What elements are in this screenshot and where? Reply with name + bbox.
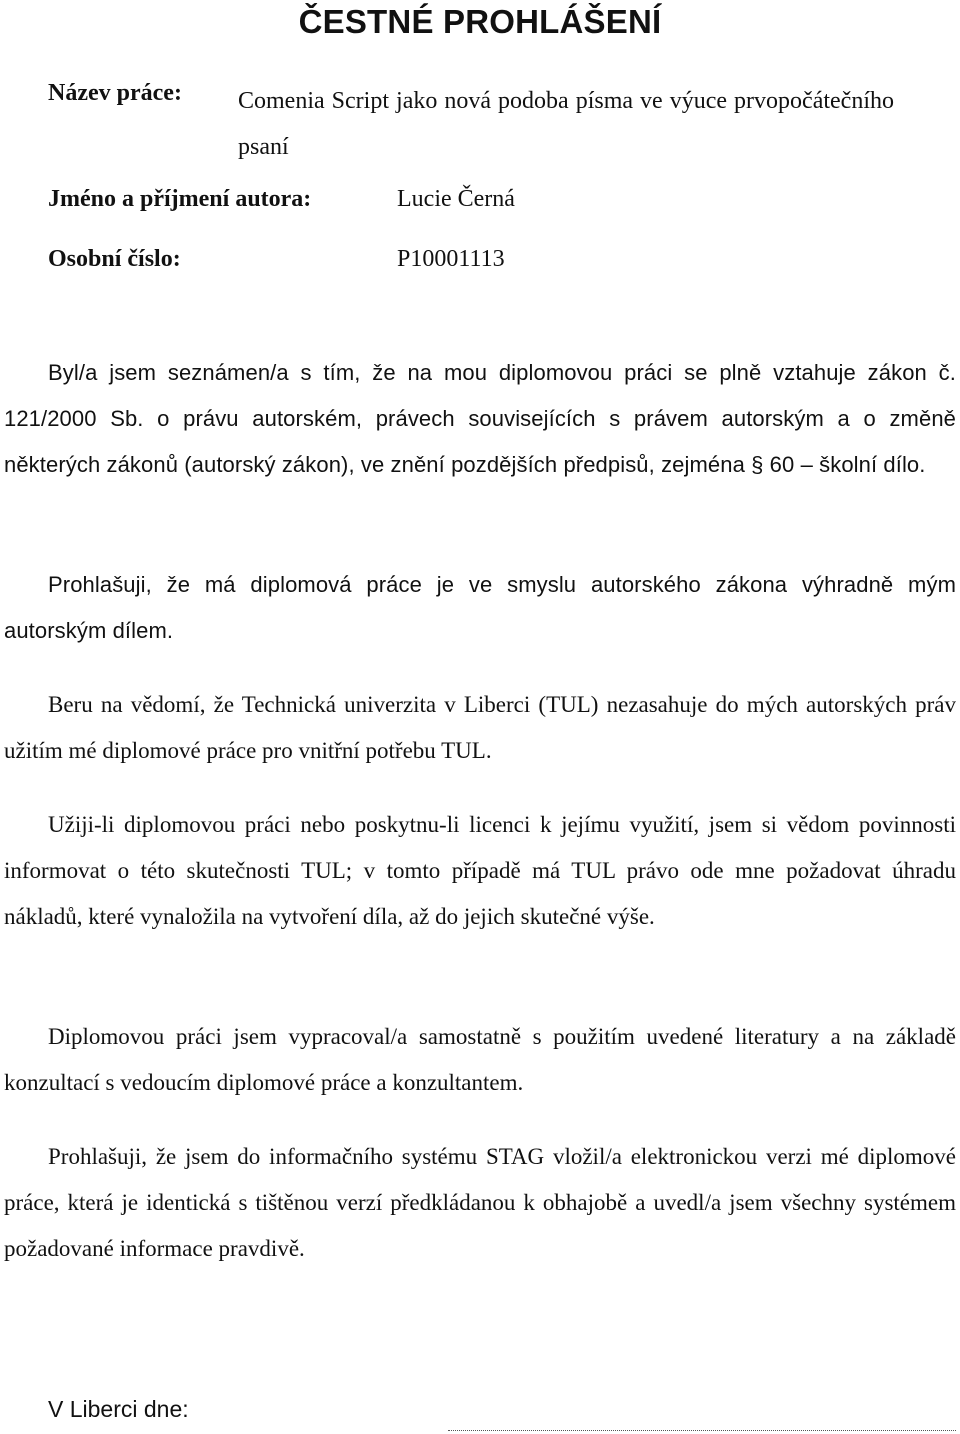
place-date-label: V Liberci dne: bbox=[48, 1396, 189, 1422]
paragraph-tul-rights: Beru na vědomí, že Technická univerzita v Liberci (TUL) nezasahuje do mých autorských práv užitím mé diplomové práce pro vnitřní potřebu TUL. bbox=[4, 692, 956, 763]
page-title: ČESTNÉ PROHLÁŠENÍ bbox=[298, 3, 662, 40]
thesis-title-value: Comenia Script jako nová podoba písma ve výuce prvopočátečního psaní bbox=[238, 88, 894, 160]
paragraph-own-work: Prohlašuji, že má diplomová práce je ve smyslu autorského zákona výhradně mým autorským dílem. bbox=[4, 572, 956, 643]
paragraph-license: Užiji-li diplomovou práci nebo poskytnu-li licenci k jejímu využití, jsem si vědom povinnosti informovat o této skutečnosti TUL; v tomto případě má TUL právo ode mne požadovat úhradu nákladů, které vynaložila na vytvoření díla, až do jejich skutečné výše. bbox=[4, 812, 956, 929]
personal-number-value: P10001113 bbox=[397, 246, 505, 272]
paragraph-stag: Prohlašuji, že jsem do informačního systému STAG vložil/a elektronickou verzi mé diplomové práce, která je identická s tištěnou verzí předkládanou k obhajobě a uvedl/a jsem všechny systémem požadované informace pravdivě. bbox=[4, 1144, 956, 1261]
personal-number-label: Osobní číslo: bbox=[48, 246, 181, 272]
author-name-value: Lucie Černá bbox=[397, 186, 515, 212]
signature-line bbox=[448, 1430, 956, 1431]
thesis-title-label: Název práce: bbox=[48, 80, 182, 106]
paragraph-copyright-law: Byl/a jsem seznámen/a s tím, že na mou diplomovou práci se plně vztahuje zákon č. 121/2000 Sb. o právu autorském, právech souvisejících s právem autorským a o změně některých zákonů (autorský zákon), ve znění pozdějších předpisů, zejména § 60 – školní dílo. bbox=[4, 360, 956, 477]
author-name-label: Jméno a příjmení autora: bbox=[48, 186, 312, 212]
paragraph-independent-work: Diplomovou práci jsem vypracoval/a samostatně s použitím uvedené literatury a na základě konzultací s vedoucím diplomové práce a konzultantem. bbox=[4, 1024, 956, 1095]
